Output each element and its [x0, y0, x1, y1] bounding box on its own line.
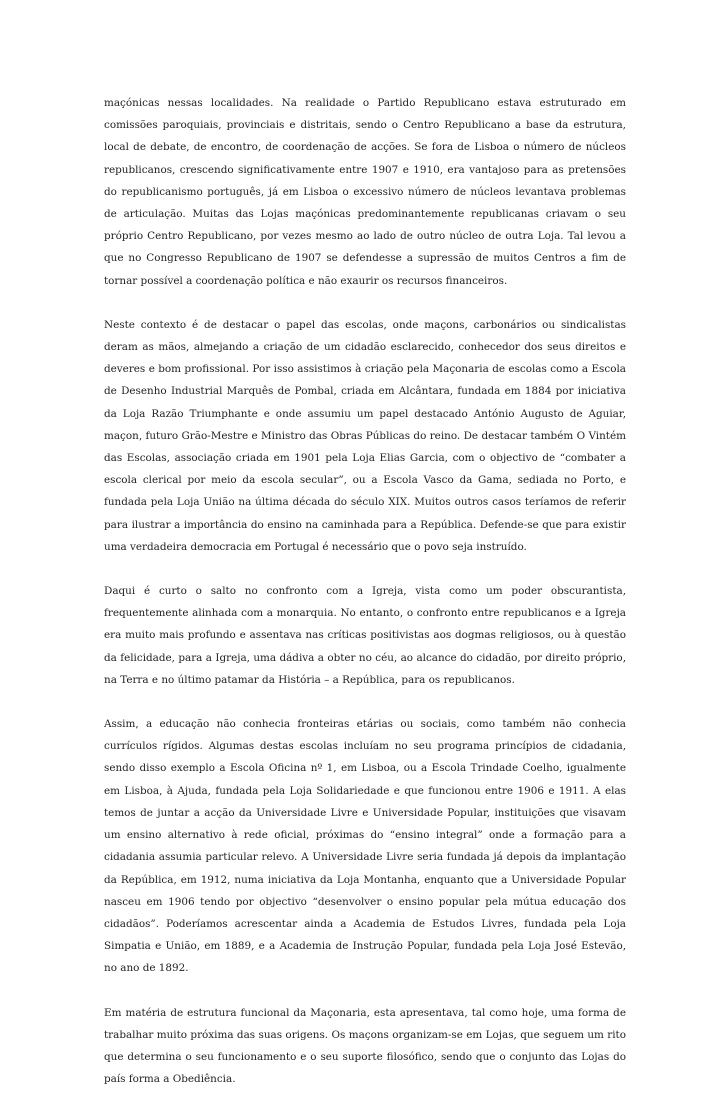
paragraph-masonic-schools: Neste contexto é de destacar o papel das escolas, onde maçons, carbonários ou sindicalistas deram as mãos, almejando a criação de um cidadão esclarecido, conhecedor dos seus direitos e deveres e bom profissional. Por isso assistimos à criação pela Maçonaria de escolas como a Escola de Desenho Industrial Marquês de Pombal, criada em Alcântara, fundada em 1884 por iniciativa da Loja Razão Triumphante e onde assumiu um papel destacado António Augusto de Aguiar, maçon, futuro Grão-Mestre e Ministro das Obras Públicas do reino. De destacar também O Vintém das Escolas, associação criada em 1901 pela Loja Elias Garcia, com o objectivo de “combater a escola clerical por meio da escola secular”, ou a Escola Vasco da Gama, sediada no Porto, e fundada pela Loja União na última década do século XIX. Muitos outros casos teríamos de referir para ilustrar a importância do ensino na caminhada para a República. Defende-se que para existir uma verdadeira democracia em Portugal é necessário que o povo seja instruído.: [104, 318, 626, 553]
paragraph-masonic-structure: Em matéria de estrutura funcional da Maçonaria, esta apresentava, tal como hoje, uma forma de trabalhar muito próxima das suas origens. Os maçons organizam-se em Lojas, que seguem um rito que determina o seu funcionamento e o seu suporte filosófico, sendo que o conjunto das Lojas do país forma a Obediência.: [104, 1006, 626, 1086]
paragraph-republican-centres: maçónicas nessas localidades. Na realidade o Partido Republicano estava estruturado em comissões paroquiais, provinciais e distritais, sendo o Centro Republicano a base da estrutura, local de debate, de encontro, de coordenação de acções. Se fora de Lisboa o número de núcleos republicanos, crescendo significativamente entre 1907 e 1910, era vantajoso para as pretensões do republicanismo português, já em Lisboa o excessivo número de núcleos levantava problemas de articulação. Muitas das Lojas maçónicas predominantemente republicanas criavam o seu próprio Centro Republicano, por vezes mesmo ao lado de outro núcleo de outra Loja. Tal levou a que no Congresso Republicano de 1907 se defendesse a supressão de muitos Centros a fim de tornar possível a coordenação política e não exaurir os recursos financeiros.: [104, 97, 626, 287]
paragraph-education-citizenship: Assim, a educação não conhecia fronteiras etárias ou sociais, como também não conhecia currículos rígidos. Algumas destas escolas incluíam no seu programa princípios de cidadania, sendo disso exemplo a Escola Oficina nº 1, em Lisboa, ou a Escola Trindade Coelho, igualmente em Lisboa, à Ajuda, fundada pela Loja Solidariedade e que funcionou entre 1906 e 1911. A elas temos de juntar a acção da Universidade Livre e Universidade Popular, instituições que visavam um ensino alternativo à rede oficial, próximas do “ensino integral” onde a formação para a cidadania assumia particular relevo. A Universidade Livre seria fundada já depois da implantação da República, em 1912, numa iniciativa da Loja Montanha, enquanto que a Universidade Popular nasceu em 1906 tendo por objectivo “desenvolver o ensino popular pela mútua educação dos cidadãos”. Poderíamos acrescentar ainda a Academia de Estudos Livres, fundada pela Loja Simpatia e União, em 1889, e a Academia de Instrução Popular, fundada pela Loja José Estevão, no ano de 1892.: [104, 718, 626, 975]
document-page: [104, 92, 626, 1112]
paragraph-church-confrontation: Daqui é curto o salto no confronto com a Igreja, vista como um poder obscurantista, frequentemente alinhada com a monarquia. No entanto, o confronto entre republicanos e a Igreja era muito mais profundo e assentava nas críticas positivistas aos dogmas religiosos, ou à questão da felicidade, para a Igreja, uma dádiva a obter no céu, ao alcance do cidadão, por direito próprio, na Terra e no último patamar da História – a República, para os republicanos.: [104, 585, 626, 686]
